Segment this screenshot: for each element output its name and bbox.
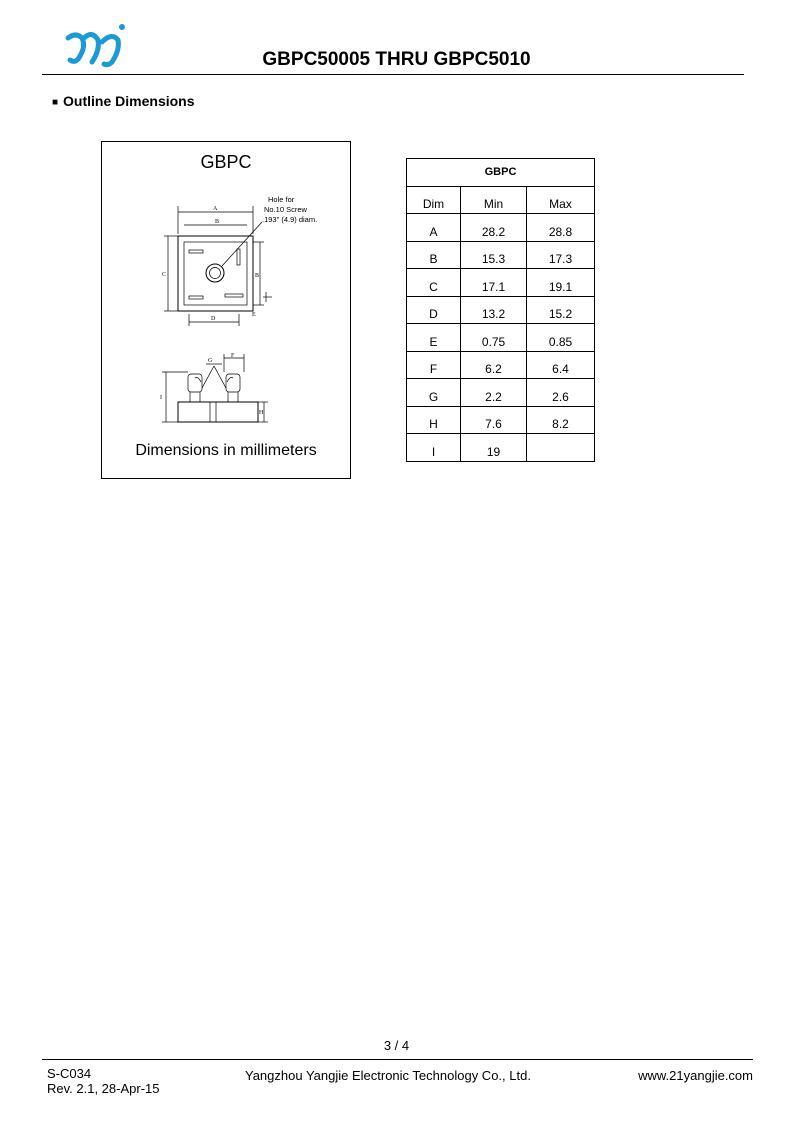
dimensions-table bbox=[406, 158, 595, 462]
table-cell: I bbox=[407, 434, 461, 462]
drawing-caption: Dimensions in millimeters bbox=[135, 442, 317, 459]
table-cell: 17.1 bbox=[461, 269, 527, 297]
package-body-side-view bbox=[178, 402, 258, 422]
dim-label-f: F bbox=[231, 353, 235, 359]
dim-label-a: A bbox=[213, 206, 218, 212]
column-header-dim: Dim bbox=[407, 186, 461, 214]
table-cell: 19 bbox=[461, 434, 527, 462]
table-row bbox=[407, 406, 595, 434]
table-cell: 2.2 bbox=[461, 379, 527, 407]
lead bbox=[188, 374, 202, 392]
table-row bbox=[407, 324, 595, 352]
table-cell: B bbox=[407, 241, 461, 269]
dim-label-h: H bbox=[259, 410, 264, 416]
package-body-top-view bbox=[178, 236, 253, 311]
terminal bbox=[189, 250, 203, 253]
table-cell: 28.8 bbox=[527, 214, 595, 242]
table-cell: 8.2 bbox=[527, 406, 595, 434]
package-label: GBPC bbox=[200, 152, 252, 172]
table-row bbox=[407, 214, 595, 242]
table-cell: A bbox=[407, 214, 461, 242]
table-row bbox=[407, 379, 595, 407]
dim-label-d: D bbox=[211, 316, 216, 322]
page-number: 3 / 4 bbox=[383, 1038, 410, 1053]
table-cell: 6.2 bbox=[461, 351, 527, 379]
column-header-min: Min bbox=[461, 186, 527, 214]
table-row bbox=[407, 351, 595, 379]
terminal bbox=[225, 294, 243, 297]
table-cell: 2.6 bbox=[527, 379, 595, 407]
document-code: S-C034 bbox=[47, 1066, 92, 1081]
lead bbox=[226, 374, 240, 392]
mounting-hole bbox=[206, 264, 224, 282]
section-heading-text: Outline Dimensions bbox=[63, 93, 195, 109]
terminal bbox=[189, 296, 203, 299]
column-header-max: Max bbox=[527, 186, 595, 214]
table-row bbox=[407, 269, 595, 297]
table-cell: 6.4 bbox=[527, 351, 595, 379]
table-cell: 0.75 bbox=[461, 324, 527, 352]
terminal bbox=[237, 249, 240, 265]
table-cell: F bbox=[407, 351, 461, 379]
table-cell: 17.3 bbox=[527, 241, 595, 269]
hole-note-line: Hole for bbox=[268, 195, 295, 204]
document-title: GBPC50005 THRU GBPC5010 bbox=[262, 49, 531, 70]
table-cell: 13.2 bbox=[461, 296, 527, 324]
hole-note-line: .193" (4.9) diam. bbox=[262, 215, 318, 224]
table-cell: 7.6 bbox=[461, 406, 527, 434]
hole-note-line: No.10 Screw bbox=[264, 205, 307, 214]
dim-label-b-side: B bbox=[255, 273, 260, 279]
dim-label-i: I bbox=[160, 395, 162, 401]
dim-label-e: E bbox=[252, 312, 256, 318]
outline-drawing-box bbox=[101, 141, 351, 479]
table-cell: 19.1 bbox=[527, 269, 595, 297]
table-row bbox=[407, 296, 595, 324]
table-group-header: GBPC bbox=[407, 159, 595, 187]
dim-label-g: G bbox=[208, 358, 213, 364]
section-heading bbox=[52, 93, 195, 109]
table-cell: 15.2 bbox=[527, 296, 595, 324]
table-cell: G bbox=[407, 379, 461, 407]
table-cell: 28.2 bbox=[461, 214, 527, 242]
header-divider bbox=[42, 74, 744, 75]
dim-label-c: C bbox=[162, 272, 167, 278]
table-cell: 0.85 bbox=[527, 324, 595, 352]
table-cell: 15.3 bbox=[461, 241, 527, 269]
outline-drawing bbox=[102, 142, 350, 478]
table-cell: H bbox=[407, 406, 461, 434]
dim-label-b: B bbox=[215, 219, 220, 225]
table-group-header-row bbox=[407, 159, 595, 187]
bullet-icon: ■ bbox=[52, 97, 59, 108]
table-cell bbox=[527, 434, 595, 462]
footer-divider bbox=[42, 1059, 753, 1060]
table-row bbox=[407, 241, 595, 269]
revision-info: Rev. 2.1, 28-Apr-15 bbox=[47, 1081, 160, 1096]
website-link[interactable]: www.21yangjie.com bbox=[638, 1068, 753, 1083]
table-cell: E bbox=[407, 324, 461, 352]
table-row bbox=[407, 434, 595, 462]
table-cell: C bbox=[407, 269, 461, 297]
table-cell: D bbox=[407, 296, 461, 324]
company-name: Yangzhou Yangjie Electronic Technology Co., Ltd. bbox=[245, 1068, 531, 1083]
table-header-row bbox=[407, 186, 595, 214]
